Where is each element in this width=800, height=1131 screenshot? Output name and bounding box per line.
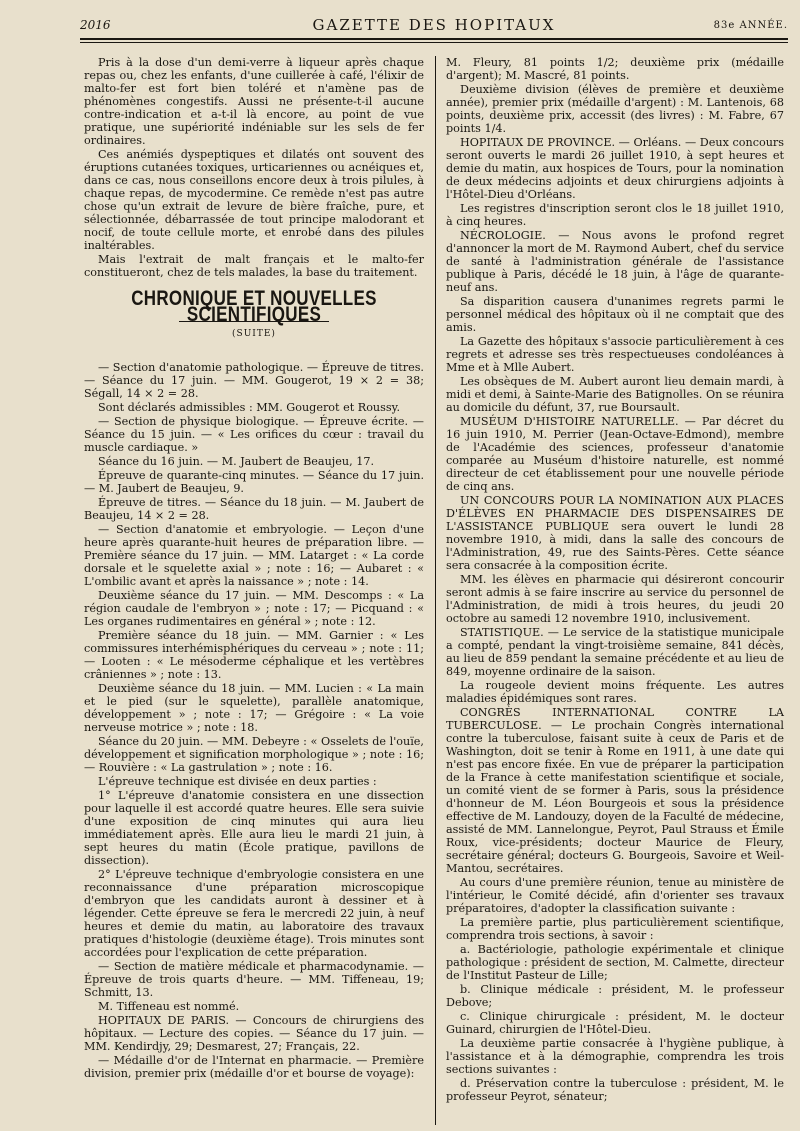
paragraph: Les registres d'inscription seront clos le 18 juillet 1910, à cinq heures. bbox=[446, 202, 784, 228]
paragraph: UN CONCOURS POUR LA NOMINATION AUX PLACES D'ÉLÈVES EN PHARMACIE DES DISPENSAIRES DE L'ASSISTANCE PUBLIQUE sera ouvert le lundi 28 novembre 1910, à midi, dans la salle des concours de l'Administration, 49, rue des Saints-Pères. Cette séance sera consacrée à la composition écrite. bbox=[446, 494, 784, 572]
paragraph: — Section de matière médicale et pharmacodynamie. — Épreuve de trois quarts d'heure. — MM. Tiffeneau, 19; Schmitt, 13. bbox=[84, 960, 424, 999]
chronique-title: CHRONIQUE ET NOUVELLES SCIENTIFIQUES bbox=[131, 286, 377, 326]
paragraph: Première séance du 18 juin. — MM. Garnier : « Les commissures interhémisphériques du cerveau » ; note : 11; — Looten : « Le mésoderme céphalique et les vertèbres crâniennes » ; note : 13. bbox=[84, 629, 424, 681]
paragraph: 2° L'épreuve technique d'embryologie consistera en une reconnaissance d'une préparation microscopique d'embryon que les candidats auront à dessiner et à légender. Cette épreuve se fera le mercredi 22 juin, à neuf heures et demie du matin, au laboratoire des travaux pratiques d'histologie (deuxième étage). Trois minutes sont accordées pour l'explication de cette préparation. bbox=[84, 868, 424, 959]
volume-year: 83e ANNÉE. bbox=[713, 20, 788, 31]
paragraph: c. Clinique chirurgicale : président, M. le docteur Guinard, chirurgien de l'Hôtel-Dieu. bbox=[446, 1010, 784, 1036]
paragraph: Pris à la dose d'un demi-verre à liqueur après chaque repas ou, chez les enfants, d'une cuillerée à café, l'élixir de malto-fer est fort bien toléré et n'amène pas de phénomènes congestifs. Aussi ne présente-t-il aucune contre-indication et a-t-il là encore, au point de vue pratique, une supériorité indéniable sur les sels de fer ordinaires. bbox=[84, 56, 424, 147]
paragraph: L'épreuve technique est divisée en deux parties : bbox=[98, 775, 377, 788]
paragraph: M. Tiffeneau est nommé. bbox=[98, 1000, 240, 1013]
section-heading bbox=[84, 286, 424, 341]
paragraph: CONGRÈS INTERNATIONAL CONTRE LA TUBERCULOSE. — Le prochain Congrès international contre la tuberculose, faisant suite à ceux de Paris et de Washington, doit se tenir à Rome en 1911, à une date qui n'est pas encore fixée. En vue de préparer la participation de la France à cette manifestation scientifique et sociale, un comité vient de se former à Paris, sous la présidence d'honneur de M. Léon Bourgeois et sous la présidence effective de M. Landouzy, doyen de la Faculté de médecine, assisté de MM. Lannelongue, Peyrot, Paul Strauss et Émile Roux, vice-présidents; docteur Maurice de Fleury, secrétaire général; docteurs G. Bourgeois, Savoire et Weil-Mantou, secrétaires. bbox=[446, 706, 784, 875]
paragraph: Deuxième séance du 18 juin. — MM. Lucien : « La main et le pied (sur le squelette), parallèle anatomique, développement » ; note : 17; — Grégoire : « La voie nerveuse motrice » ; note : 18. bbox=[84, 682, 424, 734]
paragraph: — Section de physique biologique. — Épreuve écrite. — Séance du 15 juin. — « Les orifices du cœur : travail du muscle cardiaque. » bbox=[84, 415, 424, 454]
paragraph: NÉCROLOGIE. — Nous avons le profond regret d'annoncer la mort de M. Raymond Aubert, chef du service de santé à l'administration générale de l'assistance publique à Paris, décédé le 18 juin, à l'âge de quarante-neuf ans. bbox=[446, 229, 784, 294]
paragraph: M. Fleury, 81 points 1/2; deuxième prix (médaille d'argent); M. Mascré, 81 points. bbox=[446, 56, 784, 82]
paragraph: Épreuve de quarante-cinq minutes. — Séance du 17 juin. — M. Jaubert de Beaujeu, 9. bbox=[84, 469, 424, 495]
paragraph: 1° L'épreuve d'anatomie consistera en une dissection pour laquelle il est accordé quatre heures. Elle sera suivie d'une exposition de cinq minutes qui aura lieu immédiatement après. Elle aura lieu le mardi 21 juin, à sept heures du matin (École pratique, pavillons de dissection). bbox=[84, 789, 424, 867]
paragraph: — Médaille d'or de l'Internat en pharmacie. — Première division, premier prix (médaille d'or et bourse de voyage): bbox=[84, 1054, 424, 1080]
paragraph: Ces anémiés dyspeptiques et dilatés ont souvent des éruptions cutanées toxiques, urticariennes ou acnéiques et, dans ce cas, nous conseillons encore deux à trois pilules, à chaque repas, de mycodermine. Ce remède n'est pas autre chose qu'un extrait de levure de bière fraîche, pure, et sélectionnée, débarrassée de tout principe malodorant et nocif, de toute cellule morte, et enrobé dans des pilules inaltérables. bbox=[84, 148, 424, 252]
right-column bbox=[446, 56, 784, 1104]
header-rule bbox=[80, 38, 788, 40]
paragraph: — Section d'anatomie et embryologie. — Leçon d'une heure après quarante-huit heures de préparation libre. — Première séance du 17 juin. — MM. Latarget : « La corde dorsale et le squelette axial » ; note : 16; — Aubaret : « L'ombilic avant et après la naissance » ; note : 14. bbox=[84, 523, 424, 588]
paragraph: La deuxième partie consacrée à l'hygiène publique, à l'assistance et à la démographie, comprendra les trois sections suivantes : bbox=[446, 1037, 784, 1076]
journal-title: GAZETTE DES HOPITAUX bbox=[312, 16, 556, 34]
page-header bbox=[80, 14, 788, 36]
paragraph: Séance du 16 juin. — M. Jaubert de Beaujeu, 17. bbox=[98, 455, 374, 468]
page-number: 2016 bbox=[80, 18, 111, 32]
paragraph: Deuxième séance du 17 juin. — MM. Descomps : « La région caudale de l'embryon » ; note : 17; — Picquand : « Les organes rudimentaires en général » ; note : 12. bbox=[84, 589, 424, 628]
paragraph: a. Bactériologie, pathologie expérimentale et clinique pathologique : président de section, M. Calmette, directeur de l'Institut Pasteur de Lille; bbox=[446, 943, 784, 982]
paragraph: HOPITAUX DE PARIS. — Concours de chirurgiens des hôpitaux. — Lecture des copies. — Séance du 17 juin. — MM. Kendirdjy, 29; Desmarest, 27; Français, 22. bbox=[84, 1014, 424, 1053]
paragraph: La rougeole devient moins fréquente. Les autres maladies épidémiques sont rares. bbox=[446, 679, 784, 705]
paragraph: Séance du 20 juin. — MM. Debeyre : « Osselets de l'ouïe, développement et signification morphologique » ; note : 16; — Rouvière : « La gastrulation » ; note : 16. bbox=[84, 735, 424, 774]
paragraph: Sont déclarés admissibles : MM. Gougerot et Roussy. bbox=[98, 401, 401, 414]
paragraph: Sa disparition causera d'unanimes regrets parmi le personnel médical des hôpitaux où il ne comptait que des amis. bbox=[446, 295, 784, 334]
paragraph: d. Préservation contre la tuberculose : président, M. le professeur Peyrot, sénateur; bbox=[446, 1077, 784, 1103]
column-divider bbox=[435, 56, 436, 1125]
paragraph: HOPITAUX DE PROVINCE. — Orléans. — Deux concours seront ouverts le mardi 26 juillet 1910, à sept heures et demie du matin, aux hospices de Tours, pour la nomination de deux médecins adjoints et deux chirurgiens adjoints à l'Hôtel-Dieu d'Orléans. bbox=[446, 136, 784, 201]
paragraph: Mais l'extrait de malt français et le malto-fer constitueront, chez de tels malades, la base du traitement. bbox=[84, 253, 424, 279]
paragraph: STATISTIQUE. — Le service de la statistique municipale a compté, pendant la vingt-troisième semaine, 841 décès, au lieu de 859 pendant la semaine précédente et au lieu de 849, moyenne ordinaire de la saison. bbox=[446, 626, 784, 678]
paragraph: MUSÉUM D'HISTOIRE NATURELLE. — Par décret du 16 juin 1910, M. Perrier (Jean-Octave-Edmond), membre de l'Académie des sciences, professeur d'anatomie comparée au Muséum d'histoire naturelle, est nommé directeur de cet établissement pour une nouvelle période de cinq ans. bbox=[446, 415, 784, 493]
chronique-subtitle: (SUITE) bbox=[232, 329, 276, 339]
paragraph: La première partie, plus particulièrement scientifique, comprendra trois sections, à savoir : bbox=[446, 916, 784, 942]
paragraph: Deuxième division (élèves de première et deuxième année), premier prix (médaille d'argent) : M. Lantenois, 68 points, deuxième prix, accessit (des livres) : M. Fabre, 67 points 1/4. bbox=[446, 83, 784, 135]
paragraph: Les obsèques de M. Aubert auront lieu demain mardi, à midi et demi, à Sainte-Marie des Batignolles. On se réunira au domicile du défunt, 37, rue Boursault. bbox=[446, 375, 784, 414]
paragraph: Au cours d'une première réunion, tenue au ministère de l'intérieur, le Comité décidé, afin d'orienter ses travaux préparatoires, d'adopter la classification suivante : bbox=[446, 876, 784, 915]
paragraph: — Section d'anatomie pathologique. — Épreuve de titres. — Séance du 17 juin. — MM. Gougerot, 19 × 2 = 38; Ségall, 14 × 2 = 28. bbox=[84, 361, 424, 400]
header-rule-thin bbox=[80, 42, 788, 43]
paragraph: La Gazette des hôpitaux s'associe particulièrement à ces regrets et adresse ses très respectueuses condoléances à Mme et à Mlle Aubert. bbox=[446, 335, 784, 374]
left-column bbox=[84, 56, 424, 1081]
paragraph: b. Clinique médicale : président, M. le professeur Debove; bbox=[446, 983, 784, 1009]
paragraph: Épreuve de titres. — Séance du 18 juin. — M. Jaubert de Beaujeu, 14 × 2 = 28. bbox=[84, 496, 424, 522]
paragraph: MM. les élèves en pharmacie qui désireront concourir seront admis à se faire inscrire au service du personnel de l'Administration, de midi à trois heures, du jeudi 20 octobre au samedi 12 novembre 1910, inclusivement. bbox=[446, 573, 784, 625]
